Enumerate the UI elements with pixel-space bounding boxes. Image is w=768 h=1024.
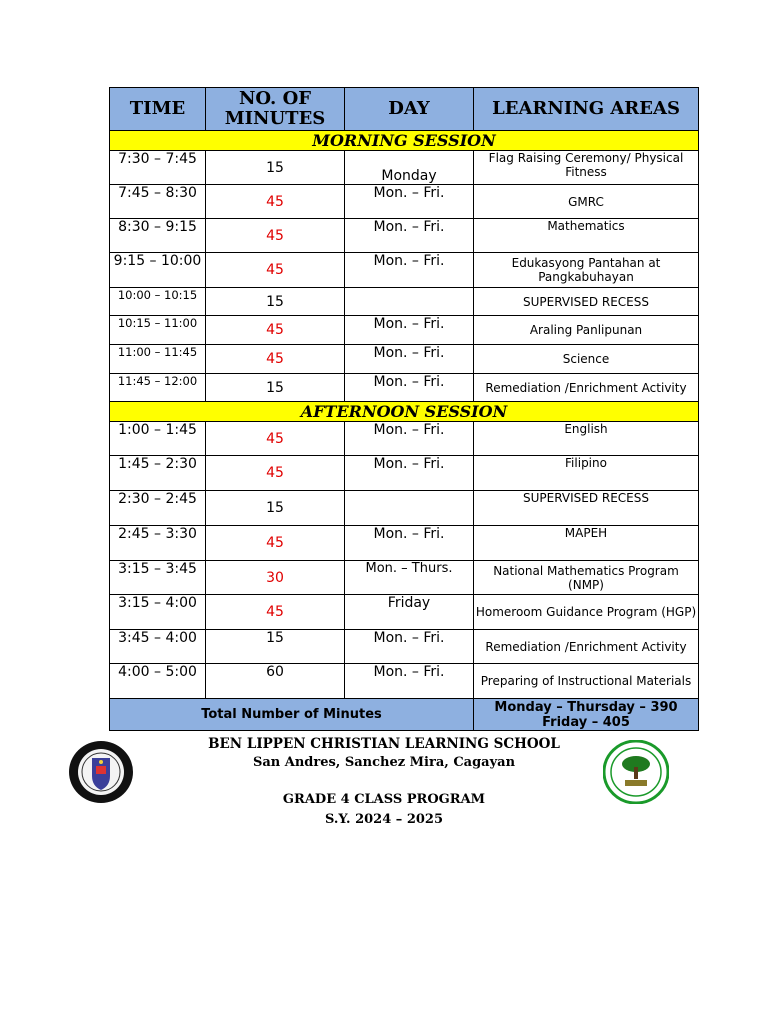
time-cell: 3:45 – 4:00 <box>110 630 206 664</box>
minutes-cell: 15 <box>206 151 345 185</box>
minutes-cell: 45 <box>206 595 345 630</box>
day-cell: Monday <box>345 151 474 185</box>
day-cell: Mon. – Fri. <box>345 422 474 456</box>
school-year: S.Y. 2024 – 2025 <box>324 812 444 827</box>
day-cell: Mon. – Fri. <box>345 664 474 699</box>
minutes-cell: 30 <box>206 561 345 595</box>
day-cell: Mon. – Fri. <box>345 253 474 288</box>
time-cell: 11:45 – 12:00 <box>110 374 206 402</box>
minutes-cell: 45 <box>206 185 345 219</box>
day-cell: Mon. – Fri. <box>345 374 474 402</box>
learning-area-cell: English <box>474 422 699 456</box>
morning-session-label: MORNING SESSION <box>110 131 699 151</box>
day-cell: Mon. – Fri. <box>345 526 474 561</box>
time-cell: 3:15 – 4:00 <box>110 595 206 630</box>
total-minutes-values <box>474 699 699 731</box>
time-cell: 11:00 – 11:45 <box>110 345 206 374</box>
learning-area-cell: GMRC <box>474 185 699 219</box>
minutes-cell: 45 <box>206 345 345 374</box>
time-cell: 4:00 – 5:00 <box>110 664 206 699</box>
minutes-cell: 60 <box>206 664 345 699</box>
minutes-cell: 15 <box>206 374 345 402</box>
time-cell: 2:45 – 3:30 <box>110 526 206 561</box>
minutes-cell: 15 <box>206 630 345 664</box>
day-cell: Friday <box>345 595 474 630</box>
learning-area-cell: Remediation /Enrichment Activity <box>474 630 699 664</box>
learning-area-cell: Filipino <box>474 456 699 491</box>
header-time: TIME <box>110 88 206 131</box>
minutes-cell: 15 <box>206 288 345 316</box>
header-learning-areas: LEARNING AREAS <box>474 88 699 131</box>
time-cell: 1:00 – 1:45 <box>110 422 206 456</box>
minutes-cell: 45 <box>206 526 345 561</box>
day-cell: Mon. – Fri. <box>345 185 474 219</box>
school-name: BEN LIPPEN CHRISTIAN LEARNING SCHOOL <box>208 736 560 752</box>
learning-area-cell: Edukasyong Pantahan at Pangkabuhayan <box>474 253 699 288</box>
day-cell: Mon. – Fri. <box>345 456 474 491</box>
time-cell: 3:15 – 3:45 <box>110 561 206 595</box>
header-minutes: NO. OF MINUTES <box>206 88 345 131</box>
school-address: San Andres, Sanchez Mira, Cagayan <box>252 755 516 770</box>
time-cell: 8:30 – 9:15 <box>110 219 206 253</box>
time-cell: 2:30 – 2:45 <box>110 491 206 526</box>
day-cell <box>345 288 474 316</box>
class-program-table <box>109 87 699 731</box>
header-day: DAY <box>345 88 474 131</box>
learning-area-cell: Mathematics <box>474 219 699 253</box>
time-cell: 10:00 – 10:15 <box>110 288 206 316</box>
minutes-cell: 15 <box>206 491 345 526</box>
day-cell: Mon. – Fri. <box>345 219 474 253</box>
minutes-cell: 45 <box>206 456 345 491</box>
learning-area-cell: Araling Panlipunan <box>474 316 699 345</box>
minutes-cell: 45 <box>206 422 345 456</box>
day-cell: Mon. – Fri. <box>345 630 474 664</box>
total-minutes-label: Total Number of Minutes <box>110 699 474 731</box>
total-mon-thu: Monday – Thursday – 390 <box>494 699 678 715</box>
learning-area-cell: MAPEH <box>474 526 699 561</box>
day-cell: Mon. – Fri. <box>345 345 474 374</box>
program-title: GRADE 4 CLASS PROGRAM <box>282 792 486 807</box>
time-cell: 9:15 – 10:00 <box>110 253 206 288</box>
learning-area-cell: SUPERVISED RECESS <box>474 288 699 316</box>
learning-area-cell: Flag Raising Ceremony/ Physical Fitness <box>474 151 699 185</box>
afternoon-session-label: AFTERNOON SESSION <box>110 402 699 422</box>
day-cell: Mon. – Thurs. <box>345 561 474 595</box>
learning-area-cell: Science <box>474 345 699 374</box>
learning-area-cell: Remediation /Enrichment Activity <box>474 374 699 402</box>
minutes-cell: 45 <box>206 316 345 345</box>
minutes-cell: 45 <box>206 253 345 288</box>
time-cell: 1:45 – 2:30 <box>110 456 206 491</box>
time-cell: 10:15 – 11:00 <box>110 316 206 345</box>
learning-area-cell: National Mathematics Program (NMP) <box>474 561 699 595</box>
time-cell: 7:45 – 8:30 <box>110 185 206 219</box>
learning-area-cell: Preparing of Instructional Materials <box>474 664 699 699</box>
learning-area-cell: Homeroom Guidance Program (HGP) <box>474 595 699 630</box>
day-cell <box>345 491 474 526</box>
learning-area-cell: SUPERVISED RECESS <box>474 491 699 526</box>
day-cell: Mon. – Fri. <box>345 316 474 345</box>
minutes-cell: 45 <box>206 219 345 253</box>
time-cell: 7:30 – 7:45 <box>110 151 206 185</box>
total-fri: Friday – 405 <box>542 714 630 730</box>
